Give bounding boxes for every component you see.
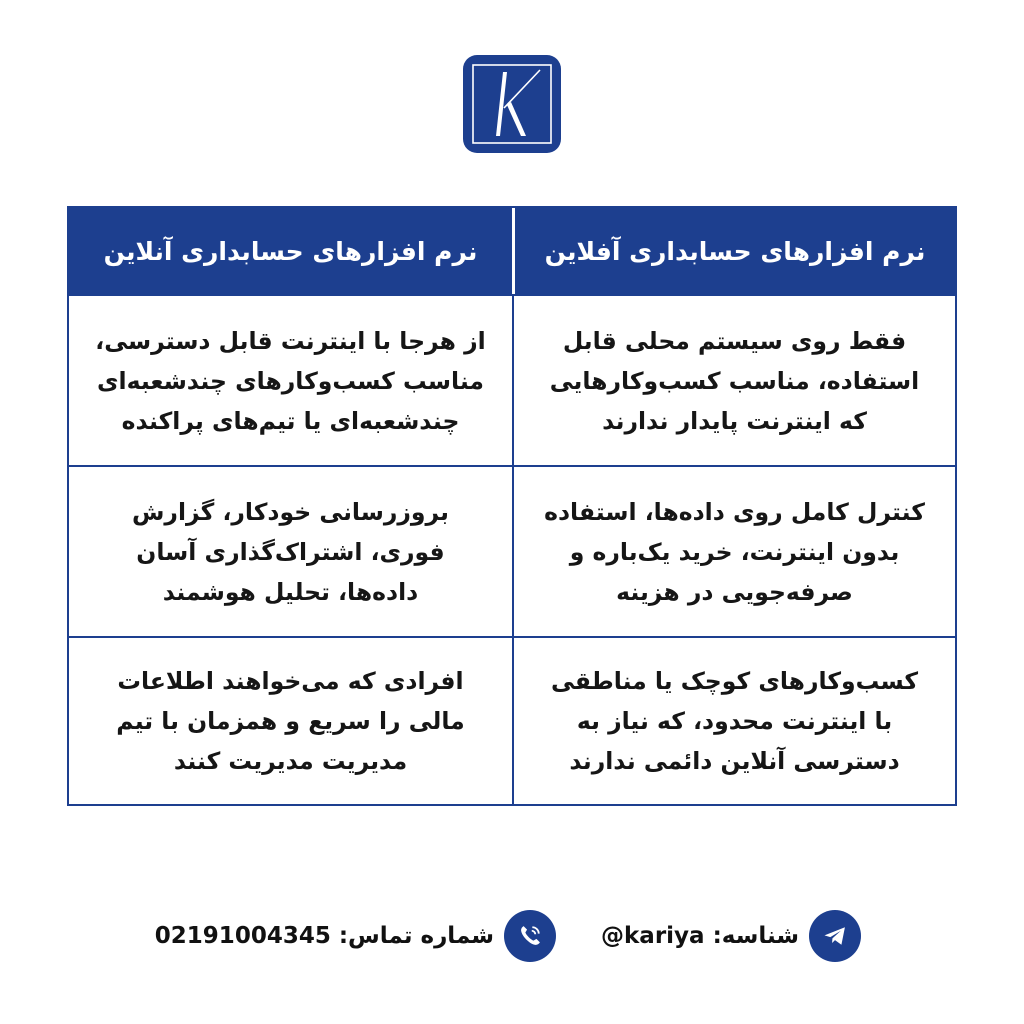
- table-cell-online-audience: افرادی که می‌خواهند اطلاعات مالی را سریع و همزمان با تیم مدیریت مدیریت کنند: [69, 636, 512, 804]
- phone-number[interactable]: 02191004345: [154, 923, 331, 949]
- table-cell-online-access: از هرجا با اینترنت قابل دسترسی، مناسب کسب‌وکارهای چندشعبه‌ای چندشعبه‌ای یا تیم‌های پراکنده: [69, 294, 512, 465]
- table-cell-offline-features: کنترل کامل روی داده‌ها، استفاده بدون اینترنت، خرید یک‌باره و صرفه‌جویی در هزینه: [512, 465, 955, 636]
- phone-contact[interactable]: [154, 910, 556, 962]
- table-header-online: نرم افزارهای حسابداری آنلاین: [69, 208, 512, 294]
- telegram-icon[interactable]: [809, 910, 861, 962]
- comparison-table: [67, 206, 957, 806]
- table-cell-offline-access: فقط روی سیستم محلی قابل استفاده، مناسب کسب‌وکارهایی که اینترنت پایدار ندارند: [512, 294, 955, 465]
- table-cell-online-features: بروزرسانی خودکار، گزارش فوری، اشتراک‌گذاری آسان داده‌ها، تحلیل هوشمند: [69, 465, 512, 636]
- k-letter-logo-icon: [463, 55, 561, 153]
- telegram-handle[interactable]: @kariya: [601, 923, 705, 949]
- table-header-offline: نرم افزارهای حسابداری آفلاین: [512, 208, 955, 294]
- phone-label: شماره تماس:: [338, 923, 494, 949]
- logo-graphic: [463, 55, 561, 153]
- phone-icon[interactable]: [504, 910, 556, 962]
- telegram-label: شناسه:: [712, 923, 799, 949]
- table-cell-offline-audience: کسب‌وکارهای کوچک یا مناطقی با اینترنت محدود، که نیاز به دسترسی آنلاین دائمی ندارند: [512, 636, 955, 804]
- telegram-contact[interactable]: [601, 910, 861, 962]
